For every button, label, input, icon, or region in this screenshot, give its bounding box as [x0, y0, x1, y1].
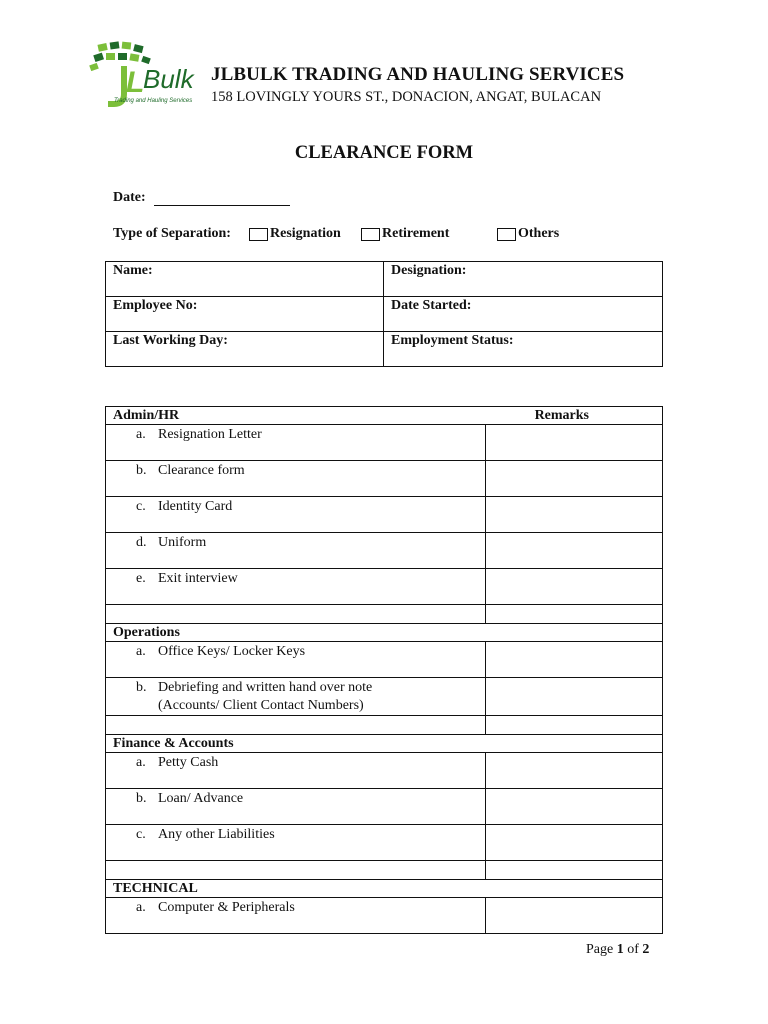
table-row: [106, 461, 486, 497]
section-title: Finance & Accounts: [106, 735, 663, 753]
item-text: Office Keys/ Locker Keys: [158, 644, 306, 659]
item-letter: b.: [136, 680, 147, 695]
date-row: [113, 190, 290, 206]
remarks-cell[interactable]: [486, 605, 663, 624]
item-letter: e.: [136, 571, 146, 586]
item-text: Exit interview: [158, 571, 238, 586]
employee-info-table: [105, 261, 663, 367]
page-number: [586, 942, 649, 958]
item-text: Computer & Peripherals: [158, 900, 295, 915]
page-total: 2: [642, 942, 650, 957]
section-title: TECHNICAL: [106, 880, 663, 898]
remarks-cell[interactable]: [486, 678, 663, 716]
remarks-header: [486, 407, 663, 425]
table-row: [106, 898, 486, 934]
form-title: CLEARANCE FORM: [294, 143, 474, 163]
clearance-table: [105, 406, 663, 934]
employment-status-cell[interactable]: [384, 332, 663, 367]
item-letter: a.: [136, 427, 146, 442]
others-checkbox[interactable]: [497, 228, 516, 241]
name-cell[interactable]: [106, 262, 384, 297]
option-label: Others: [518, 226, 560, 241]
item-letter: a.: [136, 900, 146, 915]
item-text: Uniform: [158, 535, 207, 550]
date-field[interactable]: [154, 192, 290, 206]
item-letter: d.: [136, 535, 147, 550]
item-text: Any other Liabilities: [158, 827, 275, 842]
section-title: Admin/HR: [106, 407, 486, 425]
item-text: Identity Card: [158, 499, 233, 514]
page-current: 1: [616, 942, 624, 957]
remarks-cell[interactable]: [486, 753, 663, 789]
last-working-day-cell[interactable]: [106, 332, 384, 367]
remarks-cell[interactable]: [486, 716, 663, 735]
remarks-cell[interactable]: [486, 789, 663, 825]
remarks-cell[interactable]: [486, 825, 663, 861]
option-others[interactable]: [497, 226, 559, 242]
last-working-day-label: Last Working Day:: [113, 333, 228, 348]
item-text: Loan/ Advance: [158, 791, 244, 806]
svg-text:Bulk: Bulk: [143, 64, 194, 94]
company-address: 158 LOVINGLY YOURS ST., DONACION, ANGAT, BULACAN: [211, 89, 602, 105]
remarks-cell[interactable]: [486, 569, 663, 605]
table-row: [106, 825, 486, 861]
company-name: JLBULK TRADING AND HAULING SERVICES: [211, 64, 625, 85]
option-resignation[interactable]: [249, 226, 341, 242]
item-text: Resignation Letter: [158, 427, 262, 442]
item-letter: c.: [136, 499, 146, 514]
remarks-cell[interactable]: [486, 497, 663, 533]
option-retirement[interactable]: [361, 226, 449, 242]
item-letter: a.: [136, 644, 146, 659]
retirement-checkbox[interactable]: [361, 228, 380, 241]
item-text: Clearance form: [158, 463, 245, 478]
item-letter: b.: [136, 791, 147, 806]
logo-tagline: Trading and Hauling Services: [114, 98, 193, 104]
svg-text:L: L: [126, 66, 145, 99]
table-row: [106, 678, 486, 716]
remarks-cell[interactable]: [486, 425, 663, 461]
blank-cell[interactable]: [106, 861, 486, 880]
remarks-header-label: Remarks: [534, 408, 589, 423]
table-row: [106, 569, 486, 605]
employment-status-label: Employment Status:: [391, 333, 514, 348]
remarks-cell[interactable]: [486, 533, 663, 569]
item-letter: c.: [136, 827, 146, 842]
remarks-cell[interactable]: [486, 898, 663, 934]
item-text: Petty Cash: [158, 755, 219, 770]
remarks-cell[interactable]: [486, 461, 663, 497]
designation-cell[interactable]: [384, 262, 663, 297]
table-row: [106, 753, 486, 789]
remarks-cell[interactable]: [486, 642, 663, 678]
separation-label: Type of Separation:: [113, 226, 231, 241]
table-row: [106, 642, 486, 678]
page-of: of: [627, 942, 639, 957]
page-prefix: Page: [586, 942, 614, 957]
table-row: [106, 789, 486, 825]
table-row: [106, 497, 486, 533]
date-label: Date:: [113, 190, 146, 205]
resignation-checkbox[interactable]: [249, 228, 268, 241]
item-letter: a.: [136, 755, 146, 770]
blank-cell[interactable]: [106, 605, 486, 624]
item-letter: b.: [136, 463, 147, 478]
table-row: [106, 425, 486, 461]
section-title: Operations: [106, 624, 663, 642]
employee-no-label: Employee No:: [113, 298, 198, 313]
option-label: Retirement: [382, 226, 450, 241]
remarks-cell[interactable]: [486, 861, 663, 880]
blank-cell[interactable]: [106, 716, 486, 735]
date-started-label: Date Started:: [391, 298, 472, 313]
employee-no-cell[interactable]: [106, 297, 384, 332]
item-text: Debriefing and written hand over note: [158, 680, 373, 695]
table-row: [106, 533, 486, 569]
option-label: Resignation: [270, 226, 341, 241]
item-text-continued: (Accounts/ Client Contact Numbers): [158, 698, 364, 713]
company-logo: [88, 40, 208, 110]
name-label: Name:: [113, 263, 153, 278]
designation-label: Designation:: [391, 263, 467, 278]
date-started-cell[interactable]: [384, 297, 663, 332]
